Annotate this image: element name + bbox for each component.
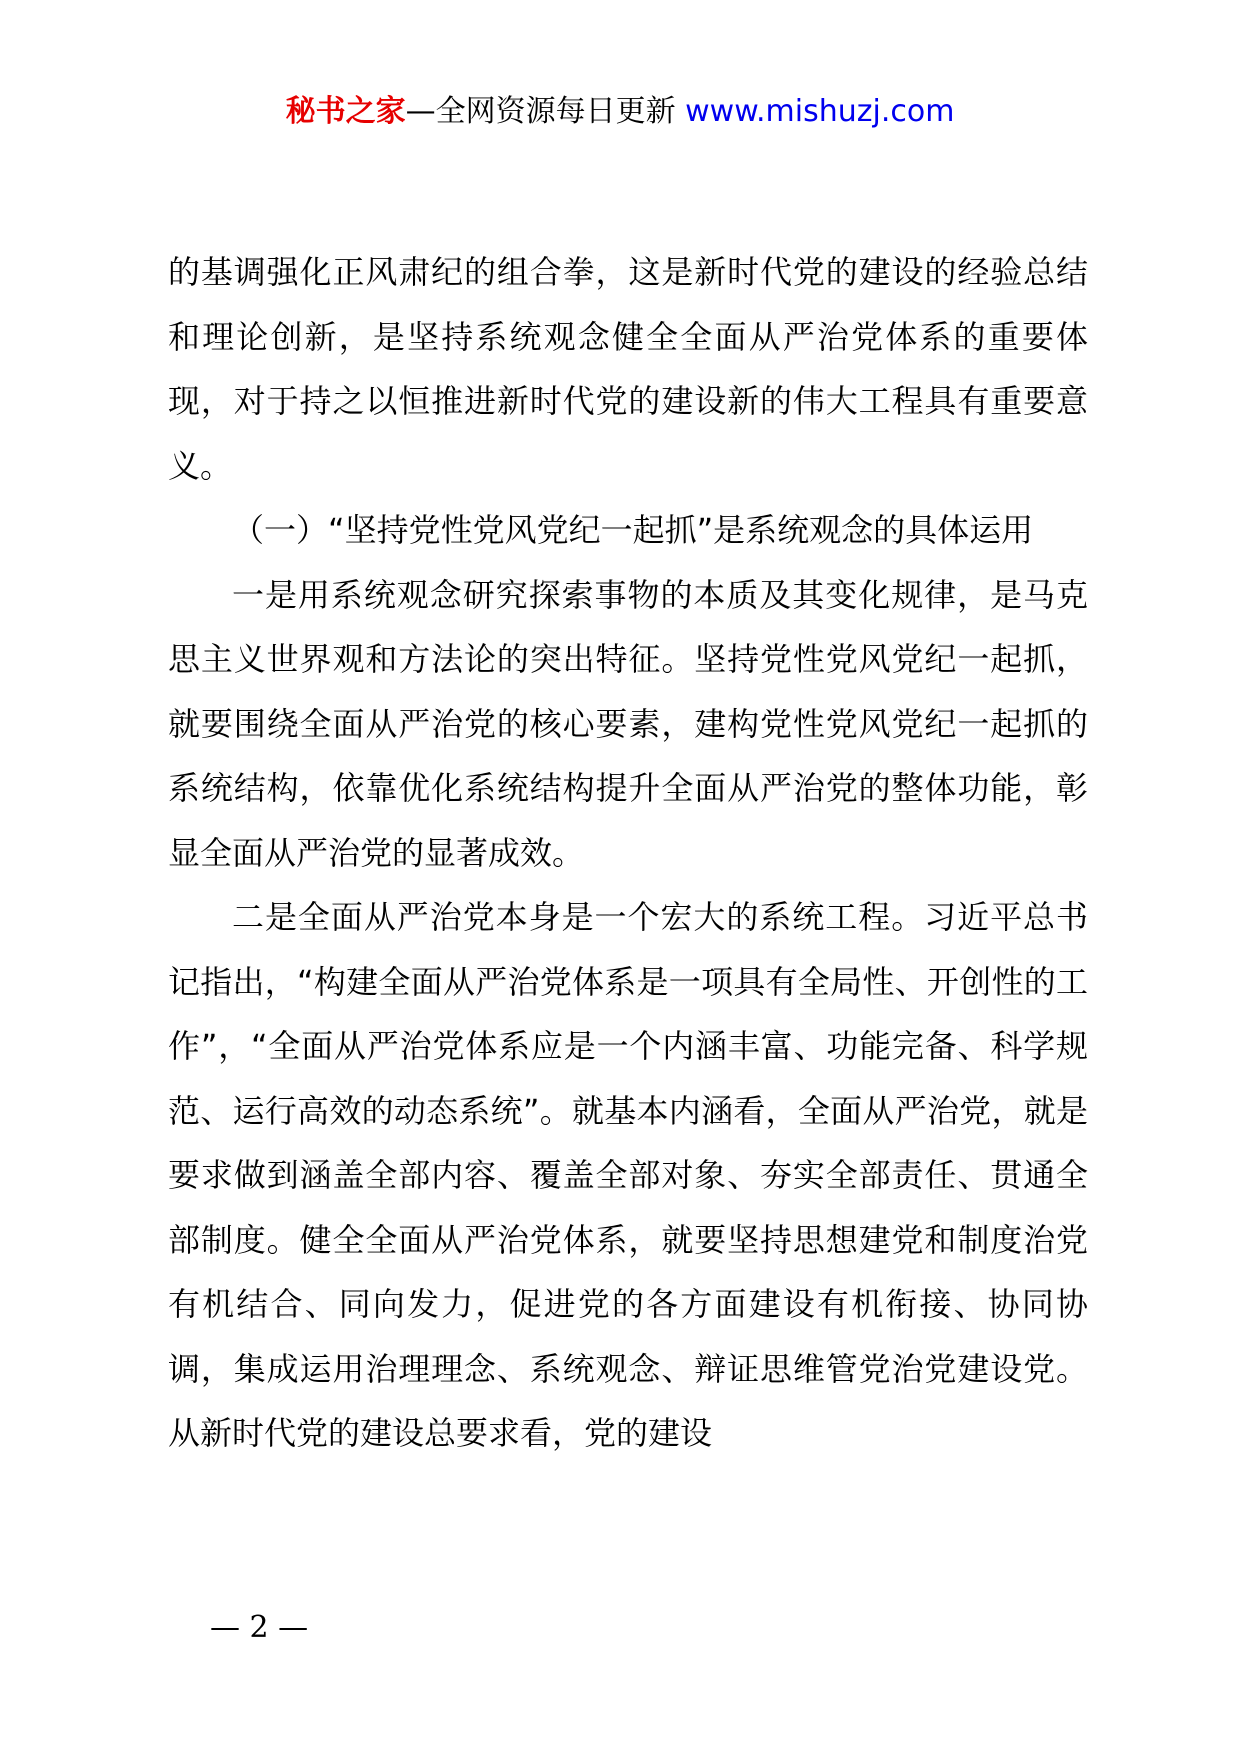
document-body [168,240,1088,1466]
site-header [0,92,1240,132]
site-url-link[interactable]: www.mishuzj.com [685,94,955,129]
section-heading: （一）“坚持党性党风党纪一起抓”是系统观念的具体运用 [232,511,1034,549]
header-tagline: —全网资源每日更新 [405,94,676,129]
brand-name: 秘书之家 [285,94,406,129]
page-number: — 2 — [210,1610,309,1645]
paragraph-point-one: 一是用系统观念研究探索事物的本质及其变化规律，是马克思主义世界观和方法论的突出特征。坚持党性党风党纪一起抓，就要围绕全面从严治党的核心要素，建构党性党风党纪一起抓的系统结构，依靠优化系统结构提升全面从严治党的整体功能，彰显全面从严治党的显著成效。 [168,575,1088,872]
paragraph-continued: 的基调强化正风肃纪的组合拳，这是新时代党的建设的经验总结和理论创新，是坚持系统观念健全全面从严治党体系的重要体现，对于持之以恒推进新时代党的建设新的伟大工程具有重要意义。 [168,253,1088,485]
paragraph-point-two: 二是全面从严治党本身是一个宏大的系统工程。习近平总书记指出，“构建全面从严治党体系是一项具有全局性、开创性的工作”，“全面从严治党体系应是一个内涵丰富、功能完备、科学规范、运行高效的动态系统”。就基本内涵看，全面从严治党，就是要求做到涵盖全部内容、覆盖全部对象、夯实全部责任、贯通全部制度。健全全面从严治党体系，就要坚持思想建党和制度治党有机结合、同向发力，促进党的各方面建设有机衔接、协同协调，集成运用治理理念、系统观念、辩证思维管党治党建设党。从新时代党的建设总要求看，党的建设 [168,898,1088,1452]
